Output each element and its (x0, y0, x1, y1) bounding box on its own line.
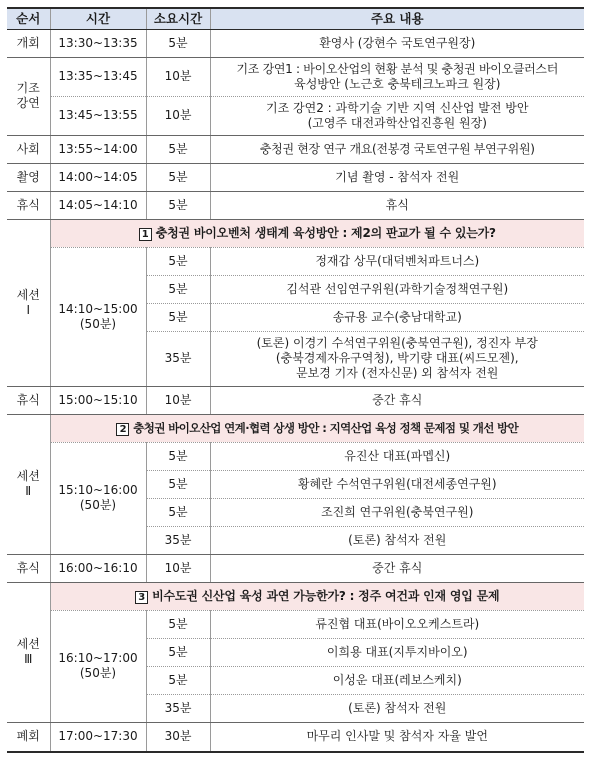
row-content: 유진산 대표(파멥신) (210, 442, 584, 470)
row-keynote-1 (7, 57, 584, 96)
row-time: 16:00~16:10 (50, 554, 146, 582)
program-table (7, 7, 584, 753)
row-duration: 5분 (146, 247, 210, 275)
row-duration: 5분 (146, 303, 210, 331)
session-2-label: 세션 Ⅱ (7, 414, 50, 554)
row-time: 13:35~13:45 (50, 57, 146, 96)
header-content: 주요 내용 (210, 8, 584, 29)
row-duration: 5분 (146, 29, 210, 57)
session-1-title: 1 충청권 바이오벤처 생태계 육성방안 : 제2의 판교가 될 수 있는가? (50, 219, 584, 247)
row-duration: 5분 (146, 470, 210, 498)
row-label: 폐회 (7, 722, 50, 752)
row-label: 개회 (7, 29, 50, 57)
row-content: 중간 휴식 (210, 386, 584, 414)
keynote-label: 기조 강연 (7, 57, 50, 135)
header-time: 시간 (50, 8, 146, 29)
session-1-item (7, 247, 584, 275)
row-content: 충청권 현장 연구 개요(전봉경 국토연구원 부연구위원) (210, 135, 584, 163)
row-content: 기조 강연1 : 바이오산업의 현황 분석 및 충청권 바이오클러스터 육성방안 (노근호 충북테크노파크 원장) (210, 57, 584, 96)
row-break-1 (7, 191, 584, 219)
session-2-title: 2 충청권 바이오산업 연계·협력 상생 방안 : 지역산업 육성 정책 문제점 및 개선 방안 (50, 414, 584, 442)
row-content: (토론) 참석자 전원 (210, 694, 584, 722)
row-duration: 30분 (146, 722, 210, 752)
row-duration: 10분 (146, 386, 210, 414)
row-content: 정재갑 상무(대덕벤처파트너스) (210, 247, 584, 275)
row-label: 휴식 (7, 386, 50, 414)
row-duration: 35분 (146, 694, 210, 722)
row-duration: 10분 (146, 96, 210, 135)
row-duration: 5분 (146, 163, 210, 191)
session-3-title-row (7, 582, 584, 610)
row-content: 황혜란 수석연구위원(대전세종연구원) (210, 470, 584, 498)
row-duration: 35분 (146, 526, 210, 554)
row-content: 마무리 인사말 및 참석자 자율 발언 (210, 722, 584, 752)
row-content: 환영사 (강현수 국토연구원장) (210, 29, 584, 57)
row-duration: 35분 (146, 331, 210, 386)
row-time: 13:55~14:00 (50, 135, 146, 163)
session-2-time: 15:10~16:00 (50분) (50, 442, 146, 554)
session-1-label: 세션 Ⅰ (7, 219, 50, 386)
row-moderation (7, 135, 584, 163)
session-3-item (7, 610, 584, 638)
row-opening (7, 29, 584, 57)
row-content: 이희용 대표(지투지바이오) (210, 638, 584, 666)
row-duration: 5분 (146, 610, 210, 638)
row-content: (토론) 참석자 전원 (210, 526, 584, 554)
header-duration: 소요시간 (146, 8, 210, 29)
row-duration: 5분 (146, 638, 210, 666)
row-duration: 5분 (146, 275, 210, 303)
row-duration: 5분 (146, 442, 210, 470)
row-content: 송규용 교수(충남대학교) (210, 303, 584, 331)
row-label: 사회 (7, 135, 50, 163)
row-content: 김석관 선임연구위원(과학기술정책연구원) (210, 275, 584, 303)
row-content: 이성운 대표(레보스케치) (210, 666, 584, 694)
session-number-badge: 3 (135, 591, 148, 604)
row-content: 기념 촬영 - 참석자 전원 (210, 163, 584, 191)
header-order: 순서 (7, 8, 50, 29)
session-2-item (7, 442, 584, 470)
row-content: 조진희 연구위원(충북연구원) (210, 498, 584, 526)
row-photo (7, 163, 584, 191)
row-label: 촬영 (7, 163, 50, 191)
session-3-label: 세션 Ⅲ (7, 582, 50, 722)
row-content: 류진협 대표(바이오오케스트라) (210, 610, 584, 638)
row-time: 14:05~14:10 (50, 191, 146, 219)
session-1-title-row (7, 219, 584, 247)
row-label: 휴식 (7, 554, 50, 582)
row-duration: 10분 (146, 554, 210, 582)
row-keynote-2 (7, 96, 584, 135)
session-2-title-row (7, 414, 584, 442)
header-row (7, 8, 584, 29)
row-duration: 10분 (146, 57, 210, 96)
row-time: 13:30~13:35 (50, 29, 146, 57)
row-label: 휴식 (7, 191, 50, 219)
row-time: 14:00~14:05 (50, 163, 146, 191)
row-duration: 5분 (146, 191, 210, 219)
session-1-time: 14:10~15:00 (50분) (50, 247, 146, 386)
session-number-badge: 2 (116, 423, 129, 436)
session-3-time: 16:10~17:00 (50분) (50, 610, 146, 722)
row-break-3 (7, 554, 584, 582)
row-duration: 5분 (146, 498, 210, 526)
row-duration: 5분 (146, 135, 210, 163)
row-closing (7, 722, 584, 752)
row-time: 17:00~17:30 (50, 722, 146, 752)
row-time: 13:45~13:55 (50, 96, 146, 135)
session-number-badge: 1 (139, 228, 152, 241)
row-content: 기조 강연2 : 과학기술 기반 지역 신산업 발전 방안 (고영주 대전과학산업진흥원 원장) (210, 96, 584, 135)
session-3-title: 3 비수도권 신산업 육성 과연 가능한가? : 정주 여건과 인재 영입 문제 (50, 582, 584, 610)
row-break-2 (7, 386, 584, 414)
row-content: (토론) 이경기 수석연구위원(충북연구원), 정진자 부장 (충북경제자유구역청), 박기량 대표(씨드모젠), 문보경 기자 (전자신문) 외 참석자 전원 (210, 331, 584, 386)
row-content: 중간 휴식 (210, 554, 584, 582)
row-content: 휴식 (210, 191, 584, 219)
row-time: 15:00~15:10 (50, 386, 146, 414)
row-duration: 5분 (146, 666, 210, 694)
